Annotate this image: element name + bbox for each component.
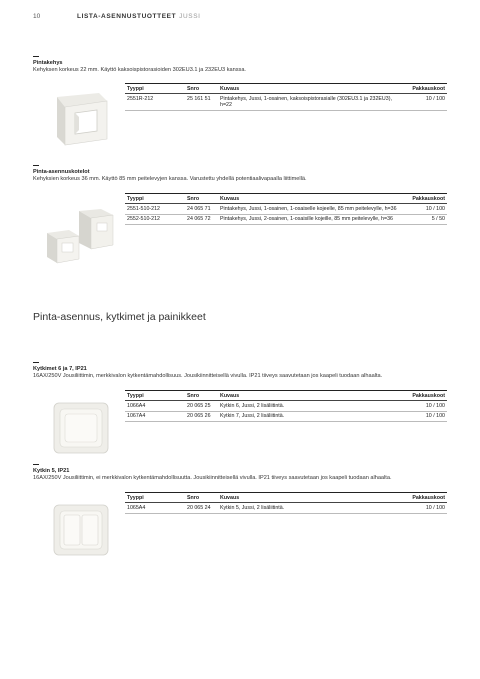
section-dash (33, 56, 39, 57)
main-heading: Pinta-asennus, kytkimet ja painikkeet (33, 311, 206, 323)
table-header (125, 493, 447, 503)
col-snro-header: Snro (187, 85, 200, 92)
section-dash (33, 464, 39, 465)
switch-5-product-image (51, 502, 111, 558)
product-table (125, 492, 447, 514)
cell-desc: Kytkin 7, Jussi, 2 lisäliitintä. (220, 413, 285, 420)
cell-snro: 20 065 24 (187, 504, 211, 511)
section-title: Pintakehys (33, 60, 63, 66)
col-snro-header: Snro (187, 494, 200, 501)
section-description: 16AX/250V Jousiliittimin, merkkivalon kytkentämahdollisuus. Jousikiinnitteisellä vivulla. IP21 tiiveys saavutetaan jos kaapeli tuodaan alhaalta. (33, 373, 383, 379)
header-brand: JUSSI (179, 13, 201, 20)
col-desc-header: Kuvaus (220, 494, 240, 501)
cell-type: 2551-510-212 (127, 205, 160, 212)
section-kytkimet-6-7 (33, 362, 447, 380)
section-dash (33, 165, 39, 166)
col-snro-header: Snro (187, 195, 200, 202)
cell-type: 1066A4 (127, 402, 146, 409)
switch-6-7-product-image (51, 400, 111, 456)
cell-pack: 10 / 100 (425, 95, 445, 102)
table-row (125, 401, 447, 411)
product-table (125, 83, 447, 111)
col-pack-header: Pakkauskoot (412, 195, 445, 202)
cell-desc: Kytkin 5, Jussi, 2 lisäliitintä. (220, 504, 285, 511)
section-kytkin-5 (33, 464, 447, 482)
cell-desc: Pintakehys, Jussi, 2-osainen, 1-osaisille kojeille, 85 mm peitelevylle, h=36 (220, 216, 393, 223)
col-type-header: Tyyppi (127, 392, 144, 399)
cell-snro: 25 161 51 (187, 95, 211, 102)
cell-pack: 10 / 100 (425, 402, 445, 409)
cell-pack: 10 / 100 (425, 413, 445, 420)
cell-type: 2551R-212 (127, 95, 154, 102)
section-description: 16AX/250V Jousiliittimin, ei merkkivalon kytkentämahdollisuutta. Jousikiinnitteisellä vivulla. IP21 tiiveys saavutetaan jos kaapeli tuodaan alhaalta. (33, 475, 392, 481)
table-row (125, 503, 447, 513)
cell-snro: 24 065 72 (187, 216, 211, 223)
cell-pack: 5 / 50 (431, 216, 445, 223)
page-header (33, 13, 201, 20)
table-header (125, 391, 447, 401)
col-type-header: Tyyppi (127, 494, 144, 501)
table-row (125, 204, 447, 214)
table-header (125, 84, 447, 94)
cell-type: 2552-510-212 (127, 216, 160, 223)
product-table (125, 390, 447, 422)
section-dash (33, 362, 39, 363)
header-title: LISTA-ASENNUSTUOTTEET (77, 13, 177, 20)
section-pintakehys (33, 56, 447, 74)
cell-snro: 20 065 26 (187, 413, 211, 420)
frame-product-image (49, 91, 111, 149)
section-description: Kehyksen korkeus 22 mm. Käyttö kaksoispistorasioiden 302EU3.1 ja 232EU3 kanssa. (33, 67, 246, 73)
col-pack-header: Pakkauskoot (412, 392, 445, 399)
cell-pack: 10 / 100 (425, 504, 445, 511)
section-title: Kytkimet 6 ja 7, IP21 (33, 366, 87, 372)
cell-snro: 24 065 71 (187, 205, 211, 212)
section-description: Kehyksien korkeus 36 mm. Käyttö 85 mm peitelevyjen kanssa. Varustettu yhdellä potentiaalivapaalla liittimellä. (33, 176, 307, 182)
cell-pack: 10 / 100 (425, 205, 445, 212)
cell-desc: Pintakehys, Jussi, 1-osainen, 1-osaiselle kojeelle, 85 mm peitelevylle, h=36 (220, 205, 397, 212)
col-type-header: Tyyppi (127, 195, 144, 202)
table-row (125, 94, 447, 111)
page-number: 10 (33, 13, 41, 20)
col-type-header: Tyyppi (127, 85, 144, 92)
col-desc-header: Kuvaus (220, 195, 240, 202)
col-pack-header: Pakkauskoot (412, 85, 445, 92)
cell-desc: Pintakehys, Jussi, 1-osainen, kaksoispistorasialle (302EU3.1 ja 232EU3), h=22 (220, 95, 392, 109)
col-snro-header: Snro (187, 392, 200, 399)
section-title: Kytkin 5, IP21 (33, 468, 70, 474)
table-row (125, 412, 447, 422)
table-header (125, 194, 447, 204)
section-pinta-asennuskotelot (33, 165, 447, 183)
col-desc-header: Kuvaus (220, 392, 240, 399)
cell-desc: Kytkin 6, Jussi, 2 lisäliitintä. (220, 402, 285, 409)
col-desc-header: Kuvaus (220, 85, 240, 92)
col-pack-header: Pakkauskoot (412, 494, 445, 501)
cell-type: 1065A4 (127, 504, 146, 511)
product-table (125, 193, 447, 225)
cell-snro: 20 065 25 (187, 402, 211, 409)
section-title: Pinta-asennuskotelot (33, 169, 90, 175)
cell-type: 1067A4 (127, 413, 146, 420)
table-row (125, 215, 447, 225)
box-product-image (43, 207, 119, 267)
